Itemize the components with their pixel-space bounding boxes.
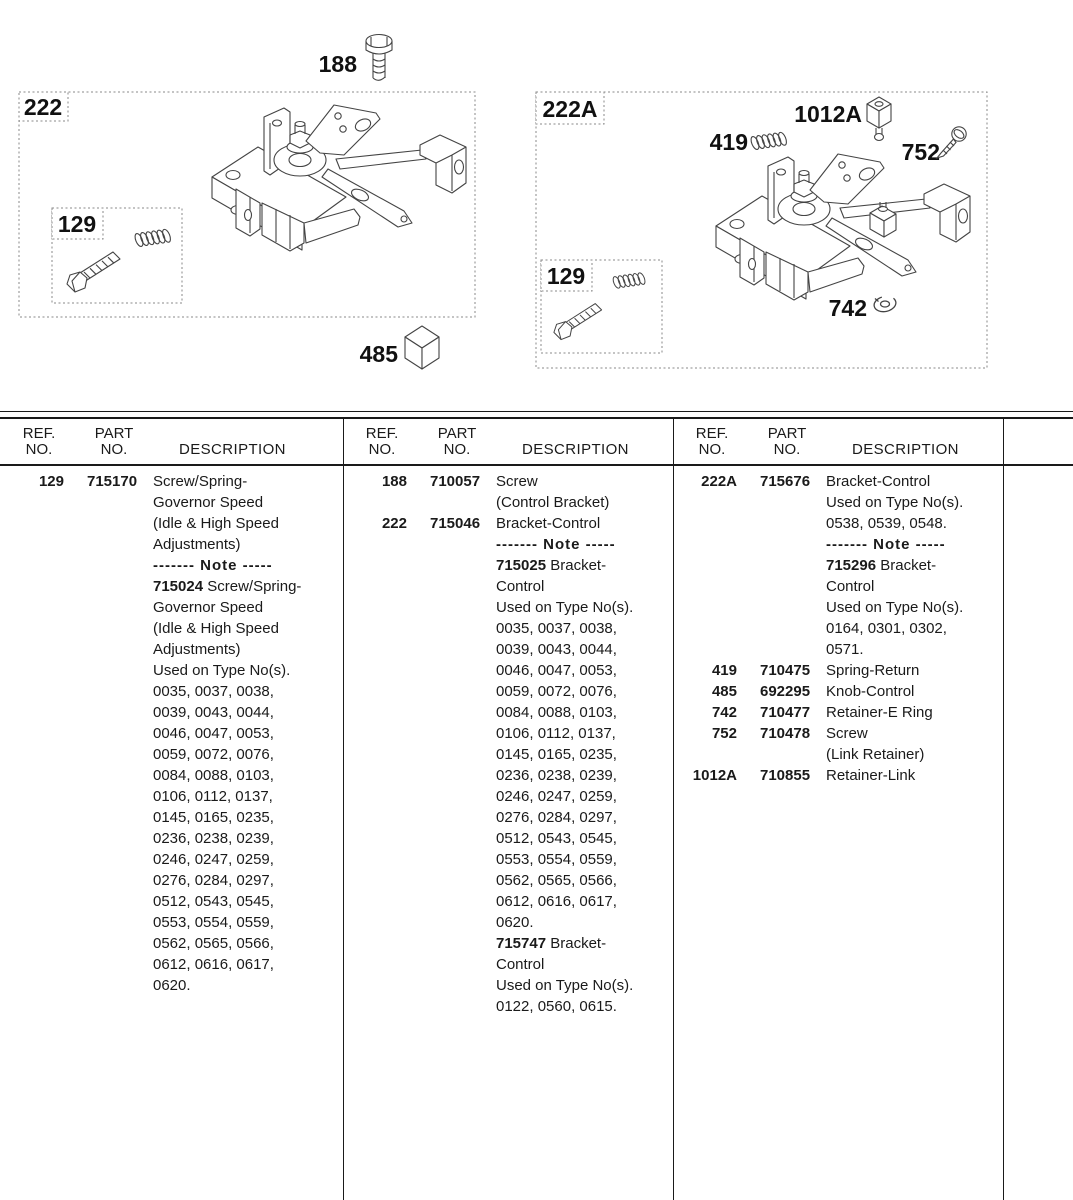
description-line: (Idle & High Speed bbox=[153, 515, 279, 532]
ref-no-cell: 188 bbox=[381, 473, 407, 490]
description-line: Retainer-E Ring bbox=[826, 704, 933, 721]
description-line: 0236, 0238, 0239, bbox=[496, 767, 617, 784]
description-line: 0620. bbox=[496, 914, 534, 931]
description-line: 0562, 0565, 0566, bbox=[153, 935, 274, 952]
description-line: Control bbox=[496, 956, 545, 973]
table-right-border bbox=[1003, 418, 1004, 1200]
description-line: 0562, 0565, 0566, bbox=[496, 872, 617, 889]
part-no-cell: 710855 bbox=[760, 767, 811, 784]
ref-no-cell: 752 bbox=[711, 725, 737, 742]
table-column-1 bbox=[0, 418, 343, 1200]
description-line: 0059, 0072, 0076, bbox=[496, 683, 617, 700]
part-no-header bbox=[82, 426, 146, 458]
description-line: 0538, 0539, 0548. bbox=[826, 515, 947, 532]
part-label-188: 188 bbox=[318, 51, 357, 77]
description-line: Knob-Control bbox=[826, 683, 915, 700]
description-line: 0164, 0301, 0302, bbox=[826, 620, 947, 637]
description-line: Screw bbox=[826, 725, 868, 742]
parts-column bbox=[343, 471, 673, 1017]
hex-bolt-icon bbox=[366, 35, 392, 81]
table-row bbox=[0, 471, 343, 996]
header-part: PART bbox=[94, 425, 134, 442]
description-line: (Idle & High Speed bbox=[153, 620, 279, 637]
description-line: Used on Type No(s). bbox=[826, 599, 964, 616]
inset-box-129a bbox=[541, 260, 662, 353]
description-header: DESCRIPTION bbox=[852, 441, 959, 458]
part-no-cell: 692295 bbox=[760, 683, 811, 700]
description-line: 0571. bbox=[826, 641, 864, 658]
description-cell bbox=[153, 471, 343, 996]
header-ref: REF. bbox=[22, 425, 56, 442]
description-line: 0039, 0043, 0044, bbox=[496, 641, 617, 658]
part-no-cell: 710478 bbox=[760, 725, 811, 742]
header-ref-no: NO. bbox=[698, 441, 726, 458]
header-ref-no: NO. bbox=[368, 441, 396, 458]
description-line: 0553, 0554, 0559, bbox=[153, 914, 274, 931]
header-part-no: NO. bbox=[443, 441, 471, 458]
description-line: 0246, 0247, 0259, bbox=[496, 788, 617, 805]
header-ref: REF. bbox=[365, 425, 399, 442]
table-row bbox=[343, 513, 673, 1017]
description-line: Retainer-Link bbox=[826, 767, 916, 784]
part-no-cell: 710477 bbox=[760, 704, 811, 721]
description-line: 0059, 0072, 0076, bbox=[153, 746, 274, 763]
header-part: PART bbox=[767, 425, 807, 442]
part-label-419: 419 bbox=[709, 129, 748, 155]
table-row bbox=[673, 660, 1003, 681]
link-screw-icon bbox=[937, 127, 966, 158]
ref-no-cell: 419 bbox=[711, 662, 737, 679]
description-line: 0145, 0165, 0235, bbox=[153, 809, 274, 826]
ref-no-cell: 222A bbox=[701, 473, 737, 490]
description-line: Screw bbox=[496, 473, 538, 490]
e-ring-icon bbox=[873, 294, 898, 313]
description-line: 0246, 0247, 0259, bbox=[153, 851, 274, 868]
description-line: 715747 Bracket- bbox=[496, 935, 607, 952]
description-line: 0035, 0037, 0038, bbox=[153, 683, 274, 700]
description-line: 0612, 0616, 0617, bbox=[153, 956, 274, 973]
control-bracket-drawing bbox=[716, 154, 970, 300]
part-label-742: 742 bbox=[828, 295, 867, 321]
description-line: 0035, 0037, 0038, bbox=[496, 620, 617, 637]
ref-no-header bbox=[353, 426, 411, 458]
box-label-222: 222 bbox=[23, 94, 63, 120]
description-line: Screw/Spring- bbox=[153, 473, 248, 490]
table-row bbox=[673, 765, 1003, 786]
control-knob-icon bbox=[405, 326, 439, 369]
description-cell bbox=[826, 765, 1003, 786]
description-line: 0620. bbox=[153, 977, 191, 994]
description-line: Adjustments) bbox=[153, 641, 241, 658]
ref-no-cell: 1012A bbox=[692, 767, 737, 784]
description-line: Adjustments) bbox=[153, 536, 241, 553]
header-part-no: NO. bbox=[773, 441, 801, 458]
description-line: 0106, 0112, 0137, bbox=[153, 788, 273, 805]
description-line: Bracket-Control bbox=[496, 515, 601, 532]
description-line: Governor Speed bbox=[153, 494, 264, 511]
description-cell bbox=[826, 660, 1003, 681]
ref-no-cell: 742 bbox=[711, 704, 737, 721]
description-line: 0553, 0554, 0559, bbox=[496, 851, 617, 868]
table-row bbox=[673, 702, 1003, 723]
part-no-cell: 715046 bbox=[430, 515, 481, 532]
description-line: 0046, 0047, 0053, bbox=[496, 662, 617, 679]
description-line: 0046, 0047, 0053, bbox=[153, 725, 274, 742]
inset-box-129 bbox=[52, 208, 182, 303]
description-line: ------- Note ----- bbox=[496, 536, 616, 553]
description-line: 0512, 0543, 0545, bbox=[496, 830, 617, 847]
box-label-222a: 222A bbox=[542, 96, 598, 122]
part-no-cell: 710475 bbox=[760, 662, 811, 679]
description-line: Used on Type No(s). bbox=[496, 977, 634, 994]
header-ref-no: NO. bbox=[25, 441, 53, 458]
description-line: Bracket-Control bbox=[826, 473, 931, 490]
table-row bbox=[343, 471, 673, 513]
description-line: 715296 Bracket- bbox=[826, 557, 937, 574]
ref-no-header bbox=[10, 426, 68, 458]
description-line: 0145, 0165, 0235, bbox=[496, 746, 617, 763]
description-line: Used on Type No(s). bbox=[153, 662, 291, 679]
diagram-box-222a bbox=[536, 92, 987, 368]
table-top-rule-thin bbox=[0, 411, 1073, 412]
diagram-box-222 bbox=[19, 92, 475, 317]
parts-column bbox=[673, 471, 1003, 786]
description-line: Used on Type No(s). bbox=[826, 494, 964, 511]
description-cell bbox=[826, 471, 1003, 660]
description-line: (Link Retainer) bbox=[826, 746, 925, 763]
header-part-no: NO. bbox=[100, 441, 128, 458]
parts-column bbox=[0, 471, 343, 996]
control-bracket-drawing bbox=[212, 105, 466, 251]
description-line: Used on Type No(s). bbox=[496, 599, 634, 616]
description-line: ------- Note ----- bbox=[826, 536, 946, 553]
return-spring-icon bbox=[749, 131, 788, 150]
description-cell bbox=[496, 471, 673, 513]
description-line: Control bbox=[496, 578, 545, 595]
description-line: 0039, 0043, 0044, bbox=[153, 704, 274, 721]
exploded-diagram bbox=[0, 0, 1073, 410]
parts-table bbox=[0, 411, 1073, 1200]
ref-no-cell: 222 bbox=[381, 515, 407, 532]
ref-no-cell: 485 bbox=[711, 683, 737, 700]
table-row bbox=[673, 681, 1003, 702]
header-ref: REF. bbox=[695, 425, 729, 442]
part-no-header bbox=[425, 426, 489, 458]
description-line: 0236, 0238, 0239, bbox=[153, 830, 274, 847]
description-cell bbox=[826, 723, 1003, 765]
description-header: DESCRIPTION bbox=[522, 441, 629, 458]
description-line: 0106, 0112, 0137, bbox=[496, 725, 616, 742]
description-header: DESCRIPTION bbox=[179, 441, 286, 458]
part-label-752: 752 bbox=[901, 139, 940, 165]
description-line: Spring-Return bbox=[826, 662, 920, 679]
table-column-2 bbox=[343, 418, 673, 1200]
description-line: Governor Speed bbox=[153, 599, 264, 616]
part-label-1012a: 1012A bbox=[794, 101, 862, 127]
ref-no-header bbox=[683, 426, 741, 458]
part-no-cell: 710057 bbox=[430, 473, 481, 490]
part-label-485: 485 bbox=[359, 341, 398, 367]
description-line: 0276, 0284, 0297, bbox=[496, 809, 617, 826]
description-line: ------- Note ----- bbox=[153, 557, 273, 574]
description-line: 715025 Bracket- bbox=[496, 557, 607, 574]
description-line: 0122, 0560, 0615. bbox=[496, 998, 617, 1015]
table-column-3 bbox=[673, 418, 1003, 1200]
description-cell bbox=[826, 702, 1003, 723]
box-label-129: 129 bbox=[57, 211, 97, 237]
link-retainer-icon bbox=[867, 97, 891, 141]
description-line: 715024 Screw/Spring- bbox=[153, 578, 302, 595]
description-line: 0084, 0088, 0103, bbox=[496, 704, 617, 721]
table-row bbox=[673, 723, 1003, 765]
description-line: 0612, 0616, 0617, bbox=[496, 893, 617, 910]
box-label-129a: 129 bbox=[546, 263, 586, 289]
ref-no-cell: 129 bbox=[38, 473, 64, 490]
description-cell bbox=[826, 681, 1003, 702]
description-line: 0276, 0284, 0297, bbox=[153, 872, 274, 889]
part-no-cell: 715676 bbox=[760, 473, 811, 490]
description-line: (Control Bracket) bbox=[496, 494, 610, 511]
part-no-cell: 715170 bbox=[87, 473, 138, 490]
description-line: 0084, 0088, 0103, bbox=[153, 767, 274, 784]
header-part: PART bbox=[437, 425, 477, 442]
table-row bbox=[673, 471, 1003, 660]
description-line: Control bbox=[826, 578, 875, 595]
description-line: 0512, 0543, 0545, bbox=[153, 893, 274, 910]
description-cell bbox=[496, 513, 673, 1017]
part-no-header bbox=[755, 426, 819, 458]
